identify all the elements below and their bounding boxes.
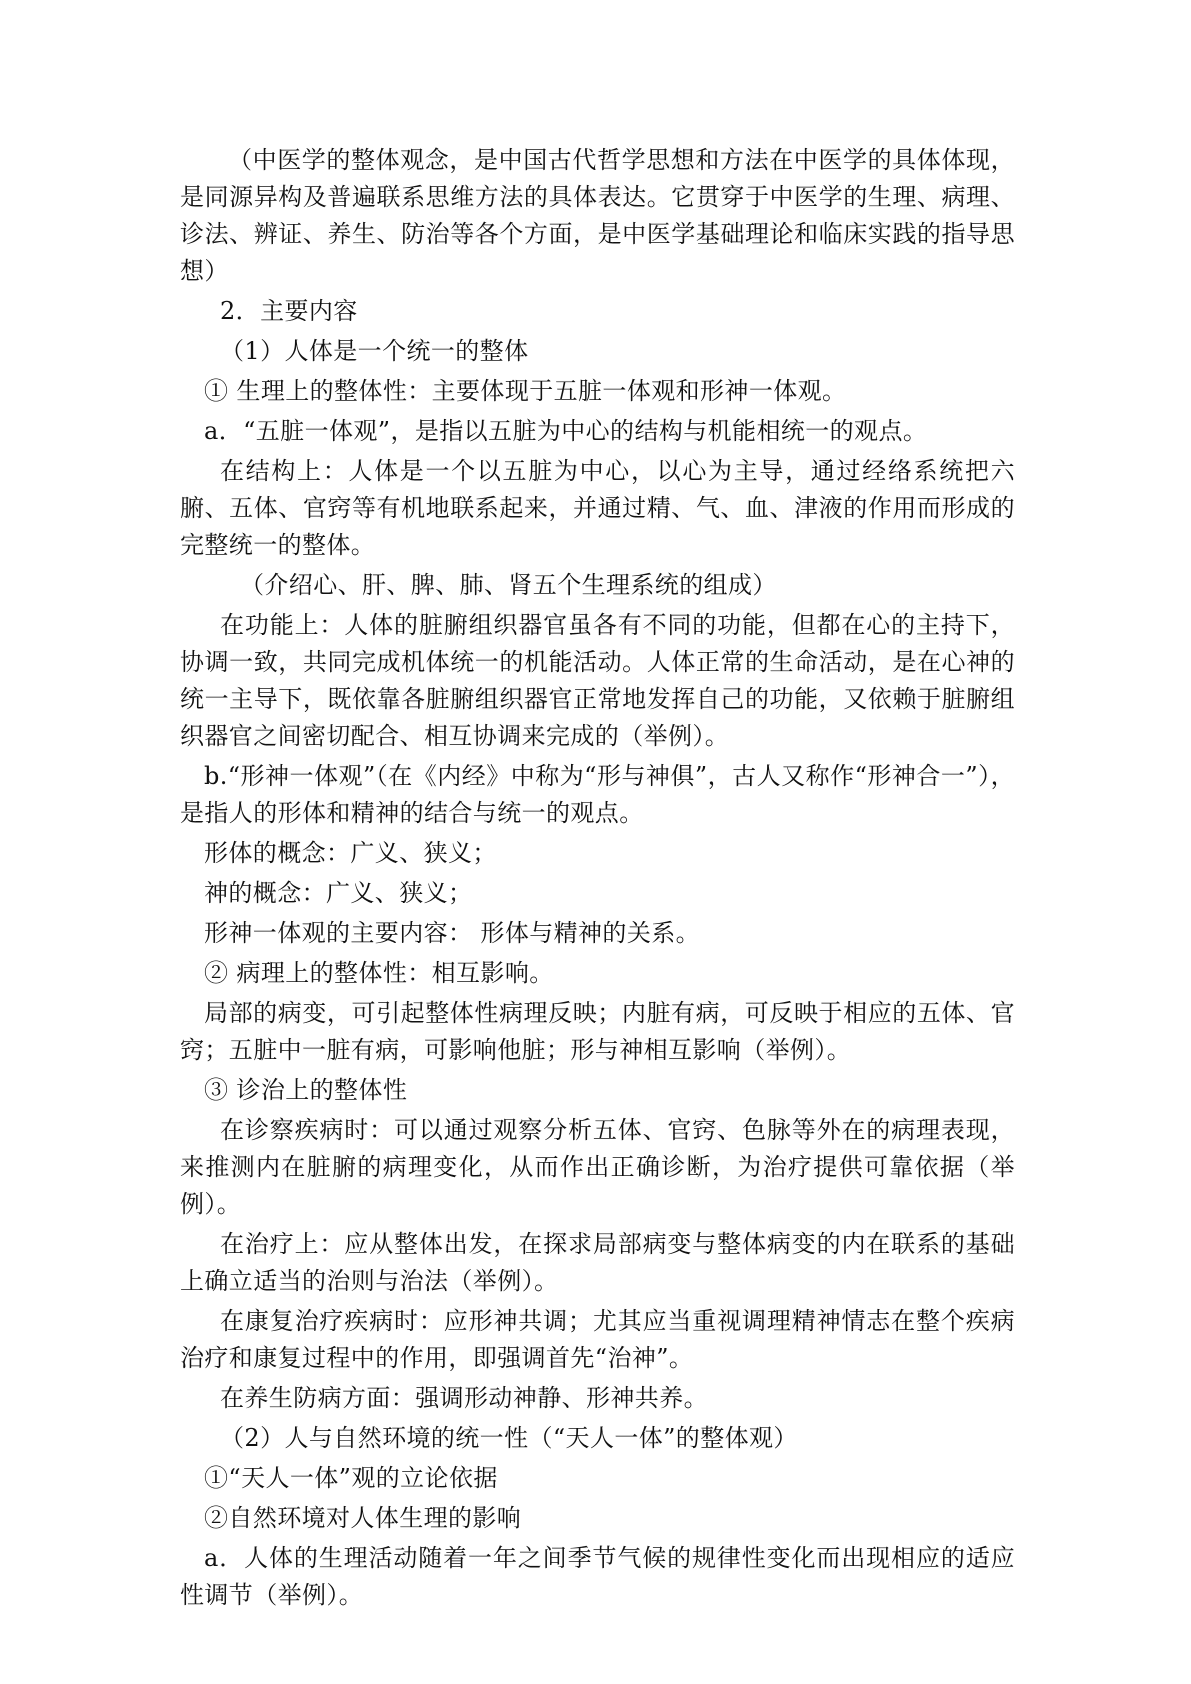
heading-main-content: 2．主要内容 (220, 297, 358, 325)
paragraph-rehabilitation: 在康复治疗疾病时：应形神共调；尤其应当重视调理精神情志在整个疾病治疗和康复过程中的作用，即强调首先“治神”。 (180, 1307, 1015, 1372)
paragraph-structure: 在结构上：人体是一个以五脏为中心，以心为主导，通过经络系统把六腑、五体、官窍等有机地联系起来，并通过精、气、血、津液的作用而形成的完整统一的整体。 (180, 457, 1015, 559)
paragraph-intro: （中医学的整体观念，是中国古代哲学思想和方法在中医学的具体体现，是同源异构及普遍联系思维方法的具体表达。它贯穿于中医学的生理、病理、诊法、辨证、养生、防治等各个方面，是中医学基础理论和临床实践的指导思想） (180, 146, 1015, 285)
heading-nature-unity: （2）人与自然环境的统一性（“天人一体”的整体观） (220, 1424, 798, 1452)
document-body (180, 142, 1015, 1617)
item-diagnosis-unity: ③ 诊治上的整体性 (204, 1076, 408, 1104)
item-physiological-unity: ① 生理上的整体性：主要体现于五脏一体观和形神一体观。 (204, 377, 847, 405)
heading-unified-body: （1）人体是一个统一的整体 (220, 337, 529, 365)
item-basis: ①“天人一体”观的立论依据 (204, 1464, 498, 1492)
line-form-concept: 形体的概念：广义、狭义； (204, 839, 497, 867)
paragraph-diagnosis: 在诊察疾病时：可以通过观察分析五体、官窍、色脉等外在的病理表现，来推测内在脏腑的病理变化，从而作出正确诊断，为治疗提供可靠依据（举例）。 (180, 1116, 1015, 1218)
item-pathological-unity: ② 病理上的整体性：相互影响。 (204, 959, 554, 987)
item-form-spirit: b.“形神一体观”（在《内经》中称为“形与神俱”，古人又称作“形神合一”），是指人的形体和精神的结合与统一的观点。 (180, 762, 1015, 827)
paragraph-local-lesion: 局部的病变，可引起整体性病理反映；内脏有病，可反映于相应的五体、官窍；五脏中一脏有病，可影响他脏；形与神相互影响（举例）。 (180, 999, 1015, 1064)
paragraph-health-preservation: 在养生防病方面：强调形动神静、形神共养。 (220, 1384, 708, 1412)
item-environment-effect: ②自然环境对人体生理的影响 (204, 1504, 522, 1532)
line-form-spirit-content: 形神一体观的主要内容： 形体与精神的关系。 (204, 919, 701, 947)
paragraph-treatment: 在治疗上：应从整体出发，在探求局部病变与整体病变的内在联系的基础上确立适当的治则与治法（举例）。 (180, 1230, 1015, 1295)
item-seasonal-adaptation: a．人体的生理活动随着一年之间季节气候的规律性变化而出现相应的适应性调节（举例）。 (180, 1544, 1015, 1609)
line-spirit-concept: 神的概念：广义、狭义； (204, 879, 473, 907)
item-five-zang: a．“五脏一体观”，是指以五脏为中心的结构与机能相统一的观点。 (204, 417, 928, 445)
paragraph-five-systems: （介绍心、肝、脾、肺、肾五个生理系统的组成） (240, 571, 777, 599)
paragraph-function: 在功能上：人体的脏腑组织器官虽各有不同的功能，但都在心的主持下，协调一致，共同完成机体统一的机能活动。人体正常的生命活动，是在心神的统一主导下，既依靠各脏腑组织器官正常地发挥自己的功能，又依赖于脏腑组织器官之间密切配合、相互协调来完成的（举例）。 (180, 611, 1015, 750)
